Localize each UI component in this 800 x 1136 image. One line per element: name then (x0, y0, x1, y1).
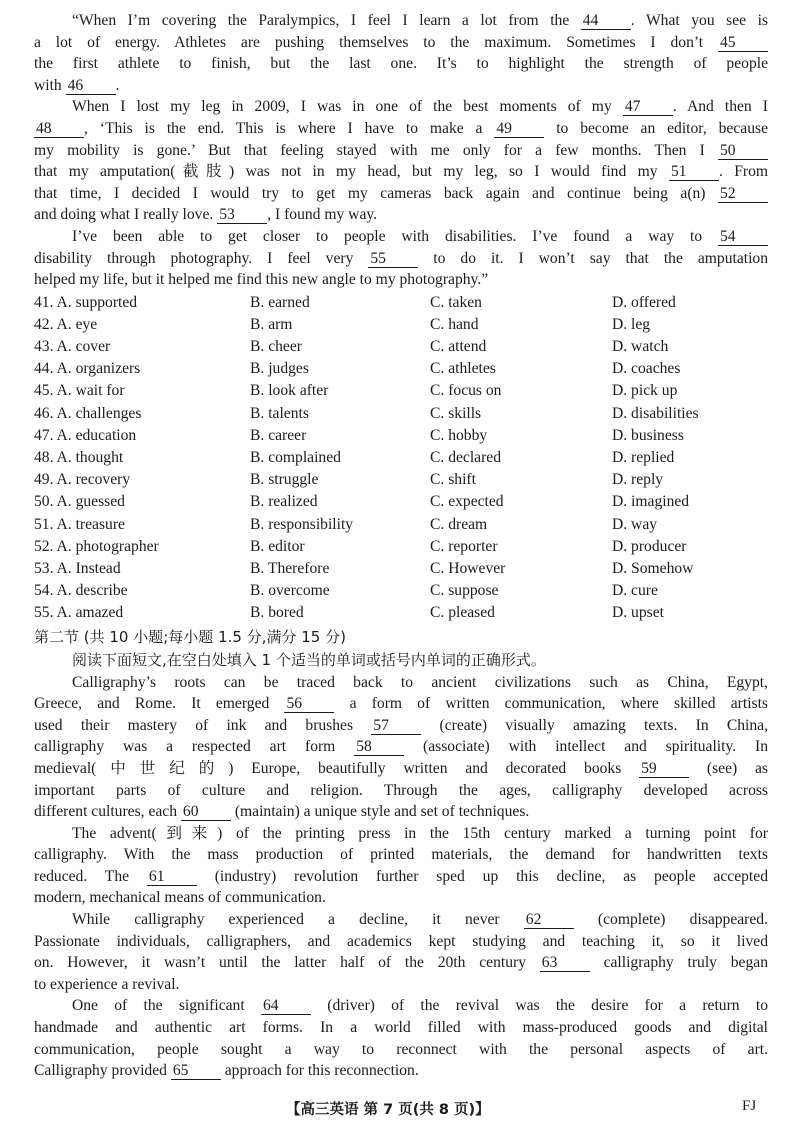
text-line (34, 32, 768, 54)
option-d: D. watch (612, 338, 669, 356)
option-c: C. shift (430, 471, 476, 489)
option-b: B. judges (250, 360, 309, 378)
text-segment: different cultures, each (34, 803, 181, 821)
option-c: C. skills (430, 404, 482, 422)
text-segment: with (34, 76, 66, 94)
option-d: D. upset (612, 604, 664, 622)
option-row (34, 380, 768, 402)
option-row (34, 336, 768, 358)
text-segment: to do it. I won’t say that the amputation (418, 249, 769, 267)
blank-47[interactable]: 47 (623, 99, 673, 116)
option-row (34, 536, 768, 558)
text-line (34, 866, 768, 888)
blank-52[interactable]: 52 (718, 186, 768, 203)
option-a: 44. A. organizers (34, 360, 141, 378)
option-row (34, 491, 768, 513)
option-a: 43. A. cover (34, 338, 111, 356)
text-line (34, 53, 768, 75)
text-line (34, 844, 768, 866)
text-segment: (see) as (689, 759, 768, 777)
blank-58[interactable]: 58 (354, 739, 404, 756)
text-segment: (industry) revolution further sped up this decline, as people accepted (196, 867, 768, 885)
option-row (34, 425, 768, 447)
option-c: C. hobby (430, 426, 488, 444)
text-segment: (associate) with intellect and spirituality. In (404, 738, 768, 756)
text-segment: , I found my way. (267, 206, 378, 224)
text-segment: One of the significant (72, 997, 261, 1015)
text-segment: a form of written communication, where skilled artists (334, 695, 768, 713)
text-segment: (driver) of the revival was the desire for a return to (310, 997, 768, 1015)
text-segment: modern, mechanical means of communication. (34, 889, 326, 907)
option-a: 55. A. amazed (34, 604, 124, 622)
text-segment: calligraphy was a respected art form (34, 738, 355, 756)
text-line (34, 693, 768, 715)
text-line (34, 736, 768, 758)
text-segment: I’ve been able to get closer to people with disabilities. I’ve found a way to (72, 227, 718, 245)
text-segment: calligraphy. With the mass production of printed materials, the demand for handwritten texts (34, 846, 768, 864)
option-a: 54. A. describe (34, 582, 128, 600)
option-c: C. attend (430, 338, 487, 356)
text-segment: Passionate individuals, calligraphers, and academics kept studying and teaching it, so it lived (34, 932, 768, 950)
page (34, 10, 768, 1082)
text-segment: that time, I decided I would try to get my cameras back again and continue being a(n) (34, 184, 718, 202)
option-b: B. responsibility (250, 515, 354, 533)
option-b: B. career (250, 426, 307, 444)
option-d: D. way (612, 515, 658, 533)
text-line (34, 248, 768, 270)
option-a: 48. A. thought (34, 449, 124, 467)
option-a: 42. A. eye (34, 315, 98, 333)
text-line (34, 974, 768, 996)
option-d: D. pick up (612, 382, 678, 400)
text-line (34, 758, 768, 780)
option-b: B. talents (250, 404, 309, 422)
option-b: B. earned (250, 293, 310, 311)
text-segment: . What you see is (630, 12, 768, 29)
text-segment: (maintain) a unique style and set of techniques. (230, 803, 530, 821)
blank-54[interactable]: 54 (718, 229, 768, 246)
option-b: B. complained (250, 449, 341, 467)
text-line (34, 1060, 768, 1082)
text-segment: , ‘This is the end. This is where I have to make a (84, 119, 495, 137)
page-footer (0, 1098, 800, 1122)
option-c: C. dream (430, 515, 488, 533)
text-segment: While calligraphy experienced a decline, it never (72, 911, 524, 929)
blank-62[interactable]: 62 (524, 912, 574, 929)
option-row (34, 580, 768, 602)
text-line (34, 995, 768, 1017)
footer-page-label: 【高三英语 第 7 页(共 8 页)】 (286, 1102, 490, 1118)
text-line (34, 183, 768, 205)
blank-60[interactable]: 60 (181, 804, 231, 821)
option-row (34, 447, 768, 469)
option-c: C. expected (430, 493, 504, 511)
blank-45[interactable]: 45 (718, 35, 768, 52)
paragraph (34, 823, 768, 909)
option-c: C. athletes (430, 360, 496, 378)
text-line (34, 672, 768, 694)
text-segment: to experience a revival. (34, 975, 180, 993)
option-b: B. cheer (250, 338, 302, 356)
option-c: C. pleased (430, 604, 495, 622)
blank-59[interactable]: 59 (639, 761, 689, 778)
text-segment: Greece, and Rome. It emerged (34, 695, 285, 713)
paragraph (34, 96, 768, 226)
option-d: D. business (612, 426, 684, 444)
text-line (34, 715, 768, 737)
text-segment: handmade and authentic art forms. In a world filled with mass-produced goods and digital (34, 1019, 768, 1037)
text-segment: When I lost my leg in 2009, I was in one of the best moments of my (72, 98, 623, 116)
text-line (34, 204, 768, 226)
option-c: C. suppose (430, 582, 499, 600)
text-segment: communication, people sought a way to reconnect with the personal aspects of art. (34, 1040, 768, 1058)
section-instruction: 阅读下面短文,在空白处填入 1 个适当的单词或括号内单词的正确形式。 (72, 650, 546, 669)
text-segment: (complete) disappeared. (573, 911, 768, 929)
text-line (34, 780, 768, 802)
option-row (34, 514, 768, 536)
section-title: 第二节 (共 10 小题;每小题 1.5 分,满分 15 分) (34, 627, 346, 646)
text-line (34, 1017, 768, 1039)
option-b: B. editor (250, 537, 305, 555)
text-segment: approach for this reconnection. (220, 1062, 419, 1080)
text-segment: the first athlete to finish, but the last one. It’s to highlight the strength of people (34, 55, 768, 73)
blank-46[interactable]: 46 (66, 78, 116, 95)
option-b: B. realized (250, 493, 318, 511)
cloze-passage (34, 10, 768, 291)
blank-51[interactable]: 51 (669, 164, 719, 181)
option-d: D. imagined (612, 493, 690, 511)
option-c: C. reporter (430, 537, 498, 555)
option-a: 50. A. guessed (34, 493, 125, 511)
text-segment: “When I’m covering the Paralympics, I feel I learn a lot from the (72, 12, 581, 29)
footer-region-code: FJ (742, 1098, 757, 1114)
paragraph (34, 909, 768, 995)
text-line (34, 823, 768, 845)
text-line (34, 96, 768, 118)
text-line (34, 226, 768, 248)
text-segment: to become an editor, because (544, 119, 768, 137)
option-d: D. cure (612, 582, 658, 600)
option-d: D. reply (612, 471, 664, 489)
option-d: D. coaches (612, 360, 681, 378)
paragraph (34, 672, 768, 823)
blank-64[interactable]: 64 (261, 998, 311, 1015)
option-c: C. declared (430, 449, 502, 467)
text-line (34, 10, 768, 32)
text-segment: important parts of culture and religion. Through the ages, calligraphy developed across (34, 781, 768, 799)
option-a: 47. A. education (34, 426, 137, 444)
text-segment: used their mastery of ink and brushes (34, 716, 372, 734)
text-segment: . And then I (672, 98, 768, 116)
option-d: D. offered (612, 293, 676, 311)
text-segment: medieval(中世纪的) Europe, beautifully written and decorated books (34, 759, 640, 777)
paragraph (34, 226, 768, 291)
option-row (34, 314, 768, 336)
option-c: C. focus on (430, 382, 502, 400)
text-line (34, 931, 768, 953)
option-row (34, 403, 768, 425)
text-segment: Calligraphy provided (34, 1062, 171, 1080)
blank-53[interactable]: 53 (217, 207, 267, 224)
option-a: 41. A. supported (34, 293, 138, 311)
option-b: B. arm (250, 315, 293, 333)
text-segment: that my amputation(截肢) was not in my head, but my leg, so I would find my (34, 163, 669, 181)
option-a: 53. A. Instead (34, 559, 121, 577)
text-segment: reduced. The (34, 867, 147, 885)
text-line (34, 269, 768, 291)
option-d: D. Somehow (612, 559, 694, 577)
blank-65[interactable]: 65 (171, 1063, 221, 1080)
option-b: B. struggle (250, 471, 319, 489)
text-segment: a lot of energy. Athletes are pushing themselves to the maximum. Sometimes I don’t (34, 33, 718, 51)
text-line (34, 887, 768, 909)
blank-49[interactable]: 49 (494, 121, 544, 138)
option-d: D. replied (612, 449, 675, 467)
option-a: 46. A. challenges (34, 404, 142, 422)
option-row (34, 358, 768, 380)
option-c: C. hand (430, 315, 479, 333)
text-segment: (create) visually amazing texts. In China, (421, 716, 768, 734)
options-table (34, 292, 768, 625)
text-line (34, 909, 768, 931)
text-segment: calligraphy truly began (589, 954, 768, 972)
blank-48[interactable]: 48 (34, 121, 84, 138)
option-a: 49. A. recovery (34, 471, 131, 489)
blank-44[interactable]: 44 (581, 13, 631, 30)
option-a: 52. A. photographer (34, 537, 159, 555)
text-segment: on. However, it wasn’t until the latter half of the 20th century (34, 954, 540, 972)
text-segment: The advent(到来) of the printing press in the 15th century marked a turning point for (72, 824, 768, 842)
text-segment: . (115, 76, 120, 94)
text-segment: my mobility is gone.’ But that feeling stayed with me only for a few months. Then I (34, 141, 718, 159)
paragraph (34, 995, 768, 1081)
option-row (34, 469, 768, 491)
text-segment: Calligraphy’s roots can be traced back to ancient civilizations such as China, Egypt, (72, 673, 768, 691)
blank-63[interactable]: 63 (540, 955, 590, 972)
option-d: D. disabilities (612, 404, 699, 422)
option-b: B. bored (250, 604, 304, 622)
blank-55[interactable]: 55 (368, 251, 418, 268)
option-a: 51. A. treasure (34, 515, 125, 533)
text-line (34, 161, 768, 183)
text-line (34, 118, 768, 140)
option-b: B. overcome (250, 582, 330, 600)
text-segment: . From (718, 163, 769, 181)
option-b: B. look after (250, 382, 329, 400)
blank-56[interactable]: 56 (284, 696, 334, 713)
option-c: C. taken (430, 293, 482, 311)
option-row (34, 558, 768, 580)
option-d: D. leg (612, 315, 651, 333)
text-segment: helped my life, but it helped me find this new angle to my photography.” (34, 271, 489, 289)
option-row (34, 602, 768, 624)
option-c: C. However (430, 559, 506, 577)
text-segment: disability through photography. I feel very (34, 249, 369, 267)
text-line (34, 140, 768, 162)
text-line (34, 801, 768, 823)
text-line (34, 952, 768, 974)
text-segment: and doing what I really love. (34, 206, 218, 224)
option-b: B. Therefore (250, 559, 330, 577)
option-row (34, 292, 768, 314)
paragraph (34, 10, 768, 96)
text-line (34, 1039, 768, 1061)
text-line (34, 75, 768, 97)
blank-57[interactable]: 57 (371, 718, 421, 735)
option-a: 45. A. wait for (34, 382, 125, 400)
blank-50[interactable]: 50 (718, 143, 768, 160)
option-d: D. producer (612, 537, 687, 555)
grammar-passage (34, 672, 768, 1082)
blank-61[interactable]: 61 (147, 869, 197, 886)
